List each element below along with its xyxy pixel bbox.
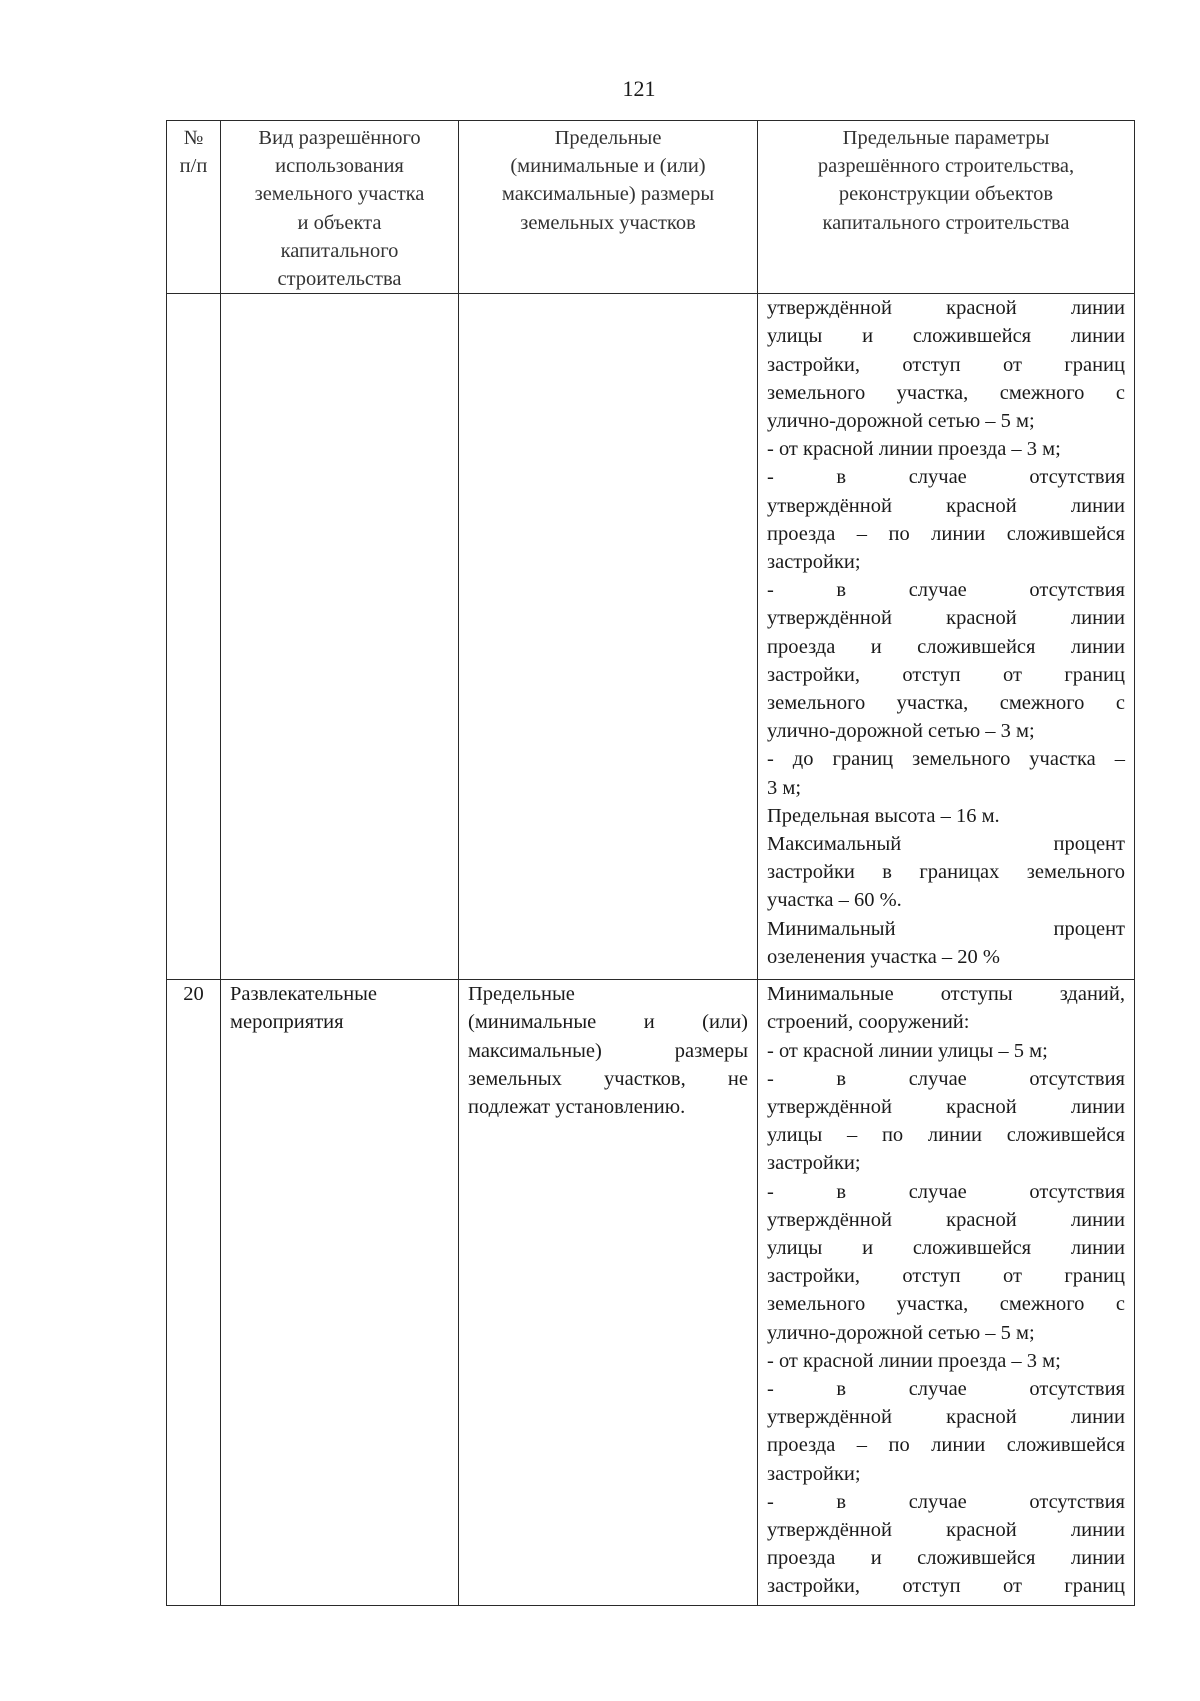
header-plot-sizes [459, 121, 758, 294]
header-line: использования [275, 155, 404, 178]
header-line: Предельные [554, 127, 662, 149]
param-line: улично-дорожной сетью – 3 м; [767, 720, 1035, 743]
param-line: Максимальный процент [767, 833, 1125, 856]
header-line: (минимальные и (или) [510, 155, 706, 178]
param-line: - от красной линии проезда – 3 м; [767, 438, 1061, 461]
param-line: утверждённой красной линии [767, 1096, 1125, 1119]
param-line: озеленения участка – 20 % [767, 945, 1001, 968]
param-line: улицы – по линии сложившейся [767, 1124, 1125, 1147]
param-line: застройки, отступ от границ [767, 663, 1125, 686]
param-line: - от красной линии проезда – 3 м; [767, 1349, 1061, 1372]
header-line: капитального [280, 239, 399, 262]
regulations-table [166, 120, 1135, 1606]
param-line: утверждённой красной линии [767, 607, 1125, 630]
header-num-line: п/п [179, 155, 208, 178]
param-line: утверждённой красной линии [767, 297, 1125, 320]
header-params [758, 121, 1135, 294]
use-type-line: мероприятия [230, 1011, 344, 1034]
param-line: застройки; [767, 1152, 861, 1175]
cell-plot-sizes [459, 980, 758, 1606]
param-line: застройки; [767, 1462, 861, 1485]
param-line: застройки в границах земельного [767, 861, 1125, 884]
param-line: утверждённой красной линии [767, 494, 1125, 517]
param-line: утверждённой красной линии [767, 1519, 1125, 1542]
cell-num: 20 [167, 980, 221, 1606]
cell-num [167, 294, 221, 980]
cell-params [758, 980, 1135, 1606]
plot-sizes-line: Предельные [468, 983, 575, 1006]
cell-params [758, 294, 1135, 980]
param-line: улицы и сложившейся линии [767, 325, 1125, 348]
param-line: улично-дорожной сетью – 5 м; [767, 1321, 1035, 1344]
header-row [167, 121, 1135, 294]
param-line: застройки, отступ от границ [767, 353, 1125, 376]
param-line: земельного участка, смежного с [767, 381, 1125, 404]
header-line: капитального строительства [822, 211, 1070, 234]
param-line: улично-дорожной сетью – 5 м; [767, 410, 1035, 433]
param-line: проезда – по линии сложившейся [767, 1434, 1125, 1457]
param-line: Минимальные отступы зданий, [767, 983, 1125, 1006]
plot-sizes-line: земельных участков, не [468, 1067, 748, 1090]
header-line: Предельные параметры [842, 127, 1050, 149]
plot-sizes-line: (минимальные и (или) [468, 1011, 748, 1034]
param-line: Минимальный процент [767, 917, 1125, 940]
param-line: утверждённой красной линии [767, 1208, 1125, 1231]
header-num-line: № [183, 127, 204, 149]
header-line: земельного участка [254, 183, 425, 206]
header-num [167, 121, 221, 294]
param-line: - в случае отсутствия [767, 579, 1125, 602]
param-line: строений, сооружений: [767, 1011, 970, 1034]
param-line: земельного участка, смежного с [767, 692, 1125, 715]
cell-use-type [221, 980, 459, 1606]
header-line: реконструкции объектов [838, 183, 1054, 206]
param-line: - в случае отсутствия [767, 466, 1125, 489]
header-line: максимальные) размеры [501, 183, 715, 206]
param-line: утверждённой красной линии [767, 1406, 1125, 1429]
table-row-20 [167, 980, 1135, 1606]
header-line: Вид разрешённого [258, 127, 421, 149]
param-line: - от красной линии улицы – 5 м; [767, 1039, 1048, 1062]
param-line: земельного участка, смежного с [767, 1293, 1125, 1316]
cell-use-type [221, 294, 459, 980]
param-line: участка – 60 %. [767, 889, 902, 912]
header-use-type [221, 121, 459, 294]
plot-sizes-line: максимальные) размеры [468, 1039, 748, 1062]
param-line: - в случае отсутствия [767, 1067, 1125, 1090]
param-line: 3 м; [767, 776, 802, 799]
cell-plot-sizes [459, 294, 758, 980]
param-line: - в случае отсутствия [767, 1490, 1125, 1513]
param-line: - до границ земельного участка – [767, 748, 1125, 771]
page-number: 121 [622, 76, 656, 101]
use-type-line: Развлекательные [230, 983, 378, 1006]
param-line: - в случае отсутствия [767, 1180, 1125, 1203]
param-line: проезда и сложившейся линии [767, 635, 1125, 658]
param-line: - в случае отсутствия [767, 1378, 1125, 1401]
param-line: застройки; [767, 551, 861, 574]
header-line: и объекта [297, 211, 382, 234]
header-line: строительства [277, 268, 402, 291]
param-line: улицы и сложившейся линии [767, 1237, 1125, 1260]
param-line: проезда и сложившейся линии [767, 1547, 1125, 1570]
param-line: Предельная высота – 16 м. [767, 804, 1000, 827]
plot-sizes-line: подлежат установлению. [468, 1096, 686, 1119]
header-line: земельных участков [520, 211, 696, 234]
table-row-continuation [167, 294, 1135, 980]
param-line: проезда – по линии сложившейся [767, 522, 1125, 545]
param-line: застройки, отступ от границ [767, 1575, 1125, 1598]
header-line: разрешённого строительства, [817, 155, 1075, 178]
param-line: застройки, отступ от границ [767, 1265, 1125, 1288]
